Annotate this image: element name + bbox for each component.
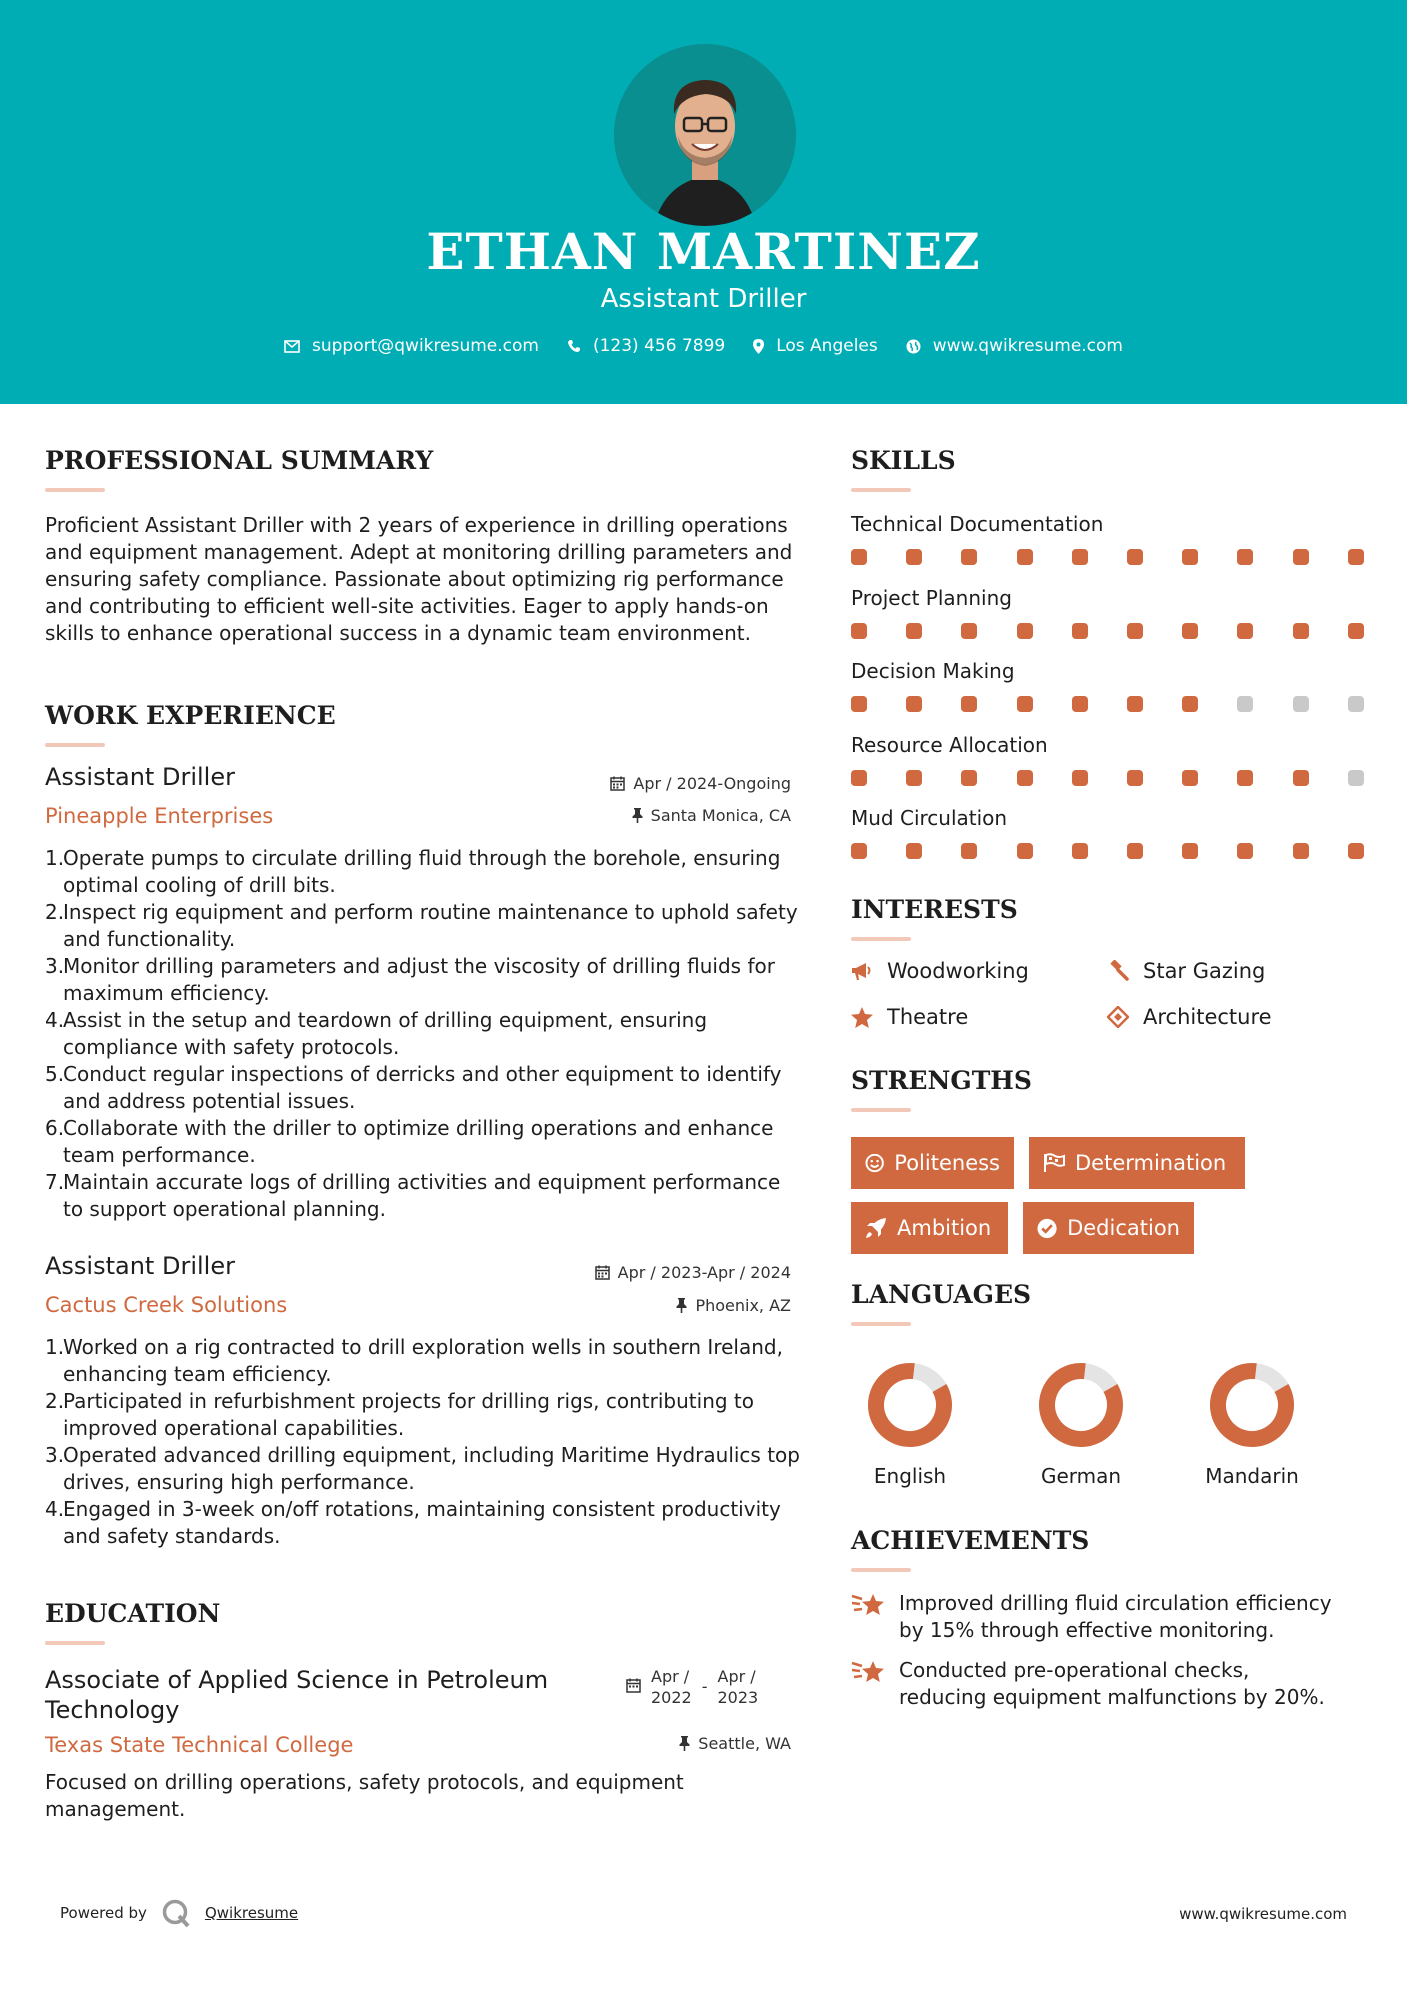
flag-icon <box>1043 1153 1065 1173</box>
language-item <box>1011 1360 1151 1488</box>
skill-rating-dot <box>1182 843 1198 859</box>
interest-item: Theatre <box>851 1005 968 1029</box>
skill-rating-dot <box>1348 623 1364 639</box>
job-duties-list <box>45 1334 805 1550</box>
list-item: 2. Inspect rig equipment and perform routine maintenance to uphold safety and functionality. <box>45 900 798 951</box>
contact-website[interactable] <box>906 336 1123 356</box>
interest-item: Architecture <box>1107 1005 1272 1029</box>
skill-rating-dot <box>961 843 977 859</box>
education-location-text: Seattle, WA <box>698 1734 791 1753</box>
education-description: Focused on drilling operations, safety protocols, and equipment management. <box>45 1770 684 1821</box>
skill-name: Resource Allocation <box>851 732 1048 757</box>
list-item: 6. Collaborate with the driller to optimize drilling operations and enhance team performance. <box>45 1116 774 1167</box>
skill-rating-dot <box>906 770 922 786</box>
job-location <box>520 1296 791 1315</box>
job-location-text: Phoenix, AZ <box>695 1296 791 1315</box>
skill-rating-dot <box>1072 770 1088 786</box>
calendar-icon <box>610 776 625 791</box>
list-item: 1. Operate pumps to circulate drilling fluid through the borehole, ensuring optimal cooling of drill bits. <box>45 846 781 897</box>
skill-rating-dot <box>851 843 867 859</box>
language-item <box>1182 1360 1322 1488</box>
skill-rating-dot <box>1017 549 1033 565</box>
list-item: 4. Assist in the setup and teardown of drilling equipment, ensuring compliance with safety protocols. <box>45 1008 708 1059</box>
skill-rating-dot <box>1348 770 1364 786</box>
skill-rating-dot <box>906 549 922 565</box>
skill-rating-dot <box>1072 623 1088 639</box>
candidate-name: ETHAN MARTINEZ <box>426 222 981 281</box>
star-icon <box>851 1007 873 1028</box>
skill-rating-dot <box>851 696 867 712</box>
shooting-star-icon <box>851 1657 885 1685</box>
skill-rating-dot <box>1237 696 1253 712</box>
skill-rating-dot <box>961 696 977 712</box>
job-dates <box>520 1263 791 1282</box>
skill-name: Project Planning <box>851 585 1012 610</box>
skill-rating-dot <box>1348 549 1364 565</box>
profile-photo <box>614 44 796 226</box>
skill-rating-dot <box>906 843 922 859</box>
summary-text: Proficient Assistant Driller with 2 years of experience in drilling operations and equipment management. Adept at monitoring drilling parameters and ensuring safety compliance. Passionate about optimizing rig performance and contributing to efficient well-site activities. Eager to apply hands-on skills to enhance operational success in a dynamic team environment. <box>45 513 793 645</box>
website-text: www.qwikresume.com <box>932 336 1123 356</box>
phone-text: (123) 456 7899 <box>592 336 726 356</box>
languages-heading: LANGUAGES <box>851 1280 1032 1309</box>
company-name: Pineapple Enterprises <box>45 804 274 828</box>
skill-rating-dot <box>851 623 867 639</box>
interest-item: Star Gazing <box>1107 959 1265 983</box>
powered-by-text: Powered by <box>60 1904 147 1922</box>
rocket-icon <box>865 1217 887 1239</box>
list-item: 7. Maintain accurate logs of drilling activities and equipment performance to support operational planning. <box>45 1170 781 1221</box>
achievements-heading-underline <box>851 1568 911 1572</box>
strengths-heading-underline <box>851 1108 911 1112</box>
skill-rating-dot <box>851 549 867 565</box>
strength-badge: Determination <box>1029 1137 1245 1189</box>
skill-rating-dot <box>961 549 977 565</box>
strength-badge: Dedication <box>1023 1202 1194 1254</box>
education-start-date: Apr / 2022 <box>651 1667 692 1707</box>
skill-rating-dot <box>1237 549 1253 565</box>
job-location <box>520 806 791 825</box>
job-location-text: Santa Monica, CA <box>650 806 791 825</box>
contact-email[interactable] <box>284 336 539 356</box>
skill-rating-dot <box>1072 549 1088 565</box>
job-title: Assistant Driller <box>45 1252 235 1280</box>
skill-rating-dot <box>1017 843 1033 859</box>
language-name: Mandarin <box>1205 1464 1299 1488</box>
summary-heading: PROFESSIONAL SUMMARY <box>45 446 434 475</box>
skill-rating-dot <box>1182 549 1198 565</box>
skill-rating-dot <box>1182 696 1198 712</box>
strengths-heading: STRENGTHS <box>851 1066 1032 1095</box>
language-proficiency-ring <box>1036 1360 1126 1450</box>
skill-rating-dot <box>1072 696 1088 712</box>
skill-rating-dot <box>851 770 867 786</box>
ring-fill <box>865 1360 955 1450</box>
degree-title: Associate of Applied Science in Petroleum Technology <box>45 1666 549 1724</box>
achievements-heading: ACHIEVEMENTS <box>851 1526 1090 1555</box>
skill-rating-dot <box>1017 623 1033 639</box>
list-item: 2. Participated in refurbishment projects for drilling rigs, contributing to improved operational capabilities. <box>45 1389 755 1440</box>
phone-icon <box>567 339 581 353</box>
ring-fill <box>1036 1360 1126 1450</box>
skill-name: Mud Circulation <box>851 806 1008 830</box>
list-item: 1. Worked on a rig contracted to drill exploration wells in southern Ireland, enhancing team efficiency. <box>45 1335 783 1386</box>
education-heading-underline <box>45 1641 105 1645</box>
language-name: German <box>1040 1464 1122 1488</box>
skill-rating-dot <box>1348 843 1364 859</box>
pushpin-icon <box>676 1298 687 1313</box>
strength-badge: Ambition <box>851 1202 1008 1254</box>
job-dates-text: Apr / 2024-Ongoing <box>633 774 791 793</box>
footer-website-link[interactable]: www.qwikresume.com <box>1179 1905 1347 1923</box>
skill-rating-dot <box>1017 770 1033 786</box>
skill-rating-dot <box>1293 770 1309 786</box>
skills-heading-underline <box>851 488 911 492</box>
skill-name: Decision Making <box>851 659 1015 683</box>
skill-rating-dot <box>1348 696 1364 712</box>
strength-badge: Politeness <box>851 1137 1014 1189</box>
language-item <box>840 1360 980 1488</box>
ticket-icon <box>1107 1006 1129 1028</box>
check-circle-icon <box>1037 1218 1057 1239</box>
skill-rating-dot <box>1293 549 1309 565</box>
skill-rating-dot <box>1127 770 1143 786</box>
skills-heading: SKILLS <box>851 446 956 475</box>
school-name: Texas State Technical College <box>45 1733 354 1757</box>
qwikresume-logo-icon <box>161 1898 191 1928</box>
achievement-item <box>851 1657 1325 1711</box>
skill-rating-dot <box>906 696 922 712</box>
list-item: 4. Engaged in 3-week on/off rotations, maintaining consistent productivity and safety standards. <box>45 1497 781 1548</box>
achievement-item <box>851 1590 1332 1644</box>
skill-rating-dot <box>1237 843 1253 859</box>
experience-heading: WORK EXPERIENCE <box>45 701 336 730</box>
skill-rating-dot <box>1127 623 1143 639</box>
list-item: 5. Conduct regular inspections of derricks and other equipment to identify and address potential issues. <box>45 1062 782 1113</box>
skill-rating-dot <box>1072 843 1088 859</box>
languages-heading-underline <box>851 1322 911 1326</box>
skill-name: Technical Documentation <box>851 512 1104 536</box>
envelope-icon <box>284 340 300 353</box>
skill-rating-dot <box>1237 623 1253 639</box>
achievement-text: Improved drilling fluid circulation efficiency by 15% through effective monitoring. <box>899 1591 1332 1642</box>
skill-rating-dot <box>1293 696 1309 712</box>
contact-phone[interactable] <box>567 336 725 356</box>
skill-rating-dot <box>1127 549 1143 565</box>
calendar-icon <box>626 1678 641 1693</box>
location-text: Los Angeles <box>776 336 878 356</box>
skill-rating-dot <box>961 770 977 786</box>
skill-rating-dot <box>1127 696 1143 712</box>
list-item: 3. Monitor drilling parameters and adjust the viscosity of drilling fluids for maximum efficiency. <box>45 954 775 1005</box>
job-dates <box>520 774 791 793</box>
summary-heading-underline <box>45 488 105 492</box>
language-proficiency-ring <box>1207 1360 1297 1450</box>
map-marker-icon <box>753 339 764 354</box>
skill-rating-dot <box>906 623 922 639</box>
job-title: Assistant Driller <box>45 763 235 791</box>
language-proficiency-ring <box>865 1360 955 1450</box>
language-name: English <box>873 1464 947 1488</box>
job-dates-text: Apr / 2023-Apr / 2024 <box>617 1263 791 1282</box>
smile-icon <box>865 1153 884 1173</box>
ring-fill <box>1207 1360 1297 1450</box>
job-duties-list <box>45 845 805 1223</box>
list-item: 3. Operated advanced drilling equipment, including Maritime Hydraulics top drives, ensuring high performance. <box>45 1443 800 1494</box>
education-end-date: Apr / 2023 <box>717 1667 759 1707</box>
skill-rating-dot <box>1293 623 1309 639</box>
company-name: Cactus Creek Solutions <box>45 1293 288 1317</box>
education-dates <box>626 1666 758 1708</box>
footer-powered-by <box>60 1898 298 1928</box>
date-separator: - <box>701 1677 708 1696</box>
skill-rating-dot <box>1017 696 1033 712</box>
qwikresume-link[interactable]: Qwikresume <box>204 1904 299 1922</box>
skill-rating-dot <box>1127 843 1143 859</box>
gavel-icon <box>1107 960 1129 982</box>
pushpin-icon <box>632 808 643 823</box>
education-heading: EDUCATION <box>45 1599 221 1628</box>
resume-header <box>0 0 1407 404</box>
skill-rating-dot <box>1182 623 1198 639</box>
pushpin-icon <box>679 1736 690 1751</box>
shooting-star-icon <box>851 1590 885 1618</box>
globe-icon <box>906 339 921 354</box>
calendar-icon <box>595 1265 610 1280</box>
skill-rating-dot <box>1293 843 1309 859</box>
email-text: support@qwikresume.com <box>312 336 539 356</box>
bullhorn-icon <box>851 961 873 981</box>
contact-location <box>753 336 878 356</box>
interest-item: Woodworking <box>851 959 1029 983</box>
contact-bar <box>0 336 1407 356</box>
skill-rating-dot <box>961 623 977 639</box>
interests-heading: INTERESTS <box>851 895 1018 924</box>
achievement-text: Conducted pre-operational checks, reducing equipment malfunctions by 20%. <box>899 1658 1325 1709</box>
candidate-title: Assistant Driller <box>600 284 807 314</box>
education-location <box>520 1734 791 1753</box>
skill-rating-dot <box>1182 770 1198 786</box>
skill-rating-dot <box>1237 770 1253 786</box>
experience-heading-underline <box>45 743 105 747</box>
interests-heading-underline <box>851 937 911 941</box>
